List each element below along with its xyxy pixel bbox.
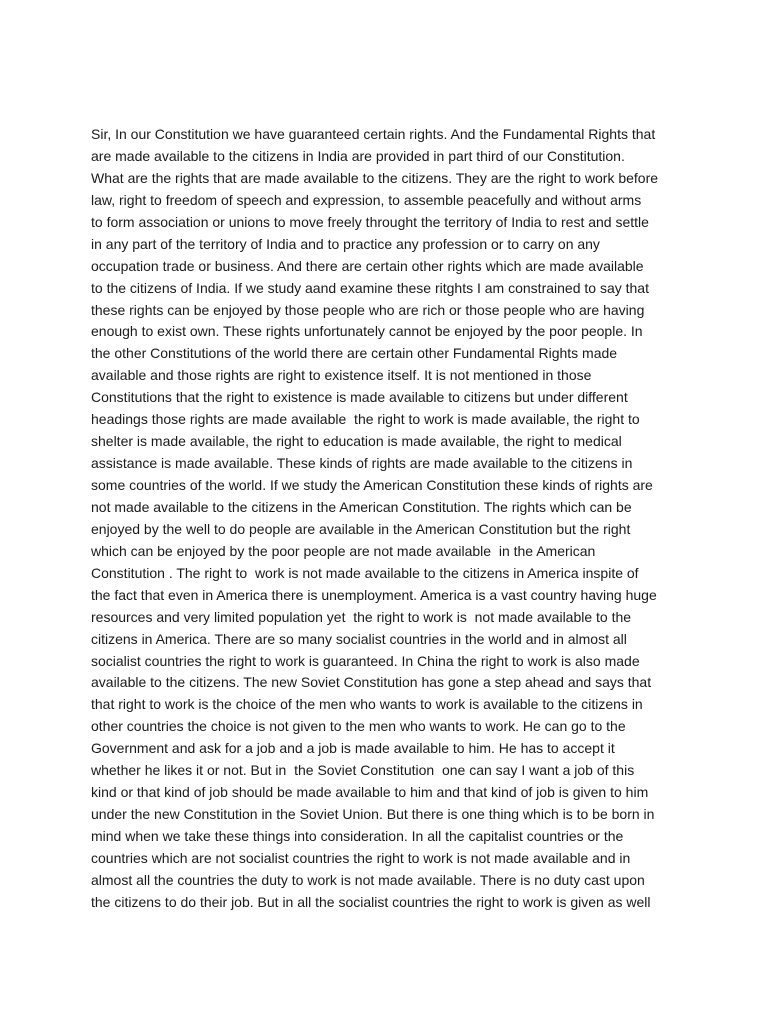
- text-line: that right to work is the choice of the men who wants to work is available to the citizens in: [91, 696, 643, 713]
- text-line: the citizens to do their job. But in all the socialist countries the right to work is given as well: [91, 893, 651, 910]
- text-line: available to the citizens. The new Soviet Constitution has gone a step ahead and says that: [91, 674, 652, 691]
- text-line: law, right to freedom of speech and expression, to assemble peacefully and without arms: [91, 191, 642, 208]
- text-line: these rights can be enjoyed by those people who are rich or those people who are having: [91, 301, 645, 318]
- text-line: are made available to the citizens in India are provided in part third of our Constitution.: [91, 147, 625, 164]
- text-line: Sir, In our Constitution we have guaranteed certain rights. And the Fundamental Rights that: [91, 126, 656, 142]
- text-line: occupation trade or business. And there are certain other rights which are made available: [91, 257, 644, 274]
- text-line: socialist countries the right to work is guaranteed. In China the right to work is also made: [91, 652, 640, 669]
- text-line: whether he likes it or not. But in the Soviet Constitution one can say I want a job of this: [91, 762, 635, 779]
- text-line: Constitutions that the right to existence is made available to citizens but under different: [91, 389, 628, 406]
- text-line: not made available to the citizens in the American Constitution. The rights which can be: [91, 498, 632, 515]
- text-line: in any part of the territory of India and to practice any profession or to carry on any: [91, 235, 600, 252]
- text-line: which can be enjoyed by the poor people are not made available in the American: [91, 542, 596, 559]
- text-line: the fact that even in America there is unemployment. America is a vast country having huge: [91, 586, 657, 603]
- text-line: countries which are not socialist countries the right to work is not made available and in: [91, 849, 631, 866]
- text-line: Constitution . The right to work is not made available to the citizens in America inspite of: [91, 564, 639, 581]
- text-line: available and those rights are right to existence itself. It is not mentioned in those: [91, 367, 592, 384]
- text-line: some countries of the world. If we study the American Constitution these kinds of rights are: [91, 477, 653, 493]
- text-line: citizens in America. There are so many socialist countries in the world and in almost all: [91, 630, 627, 647]
- text-line: mind when we take these things into consideration. In all the capitalist countries or the: [91, 828, 624, 844]
- text-line: the other Constitutions of the world there are certain other Fundamental Rights made: [91, 345, 618, 362]
- text-line: resources and very limited population yet the right to work is not made available to the: [91, 608, 632, 625]
- text-line: headings those rights are made available the right to work is made available, the right to: [91, 411, 640, 428]
- text-line: almost all the countries the duty to work is not made available. There is no duty cast upon: [91, 871, 645, 888]
- text-line: What are the rights that are made available to the citizens. They are the right to work before: [91, 169, 659, 186]
- text-line: to the citizens of India. If we study aand examine these ritghts I am constrained to say that: [91, 279, 649, 296]
- text-line: other countries the choice is not given to the men who wants to work. He can go to the: [91, 718, 626, 735]
- text-line: Government and ask for a job and a job is made available to him. He has to accept it: [91, 740, 615, 757]
- text-line: kind or that kind of job should be made available to him and that kind of job is given to him: [91, 784, 649, 801]
- text-line: to form association or unions to move freely throught the territory of India to rest and settle: [91, 213, 649, 230]
- body-paragraph: [91, 124, 691, 914]
- text-line: enough to exist own. These rights unfortunately cannot be enjoyed by the poor people. In: [91, 323, 643, 340]
- text-line: assistance is made available. These kinds of rights are made available to the citizens in: [91, 455, 633, 472]
- text-line: under the new Constitution in the Soviet Union. But there is one thing which is to be born in: [91, 806, 655, 823]
- text-line: enjoyed by the well to do people are available in the American Constitution but the right: [91, 520, 631, 537]
- text-line: shelter is made available, the right to education is made available, the right to medical: [91, 433, 622, 450]
